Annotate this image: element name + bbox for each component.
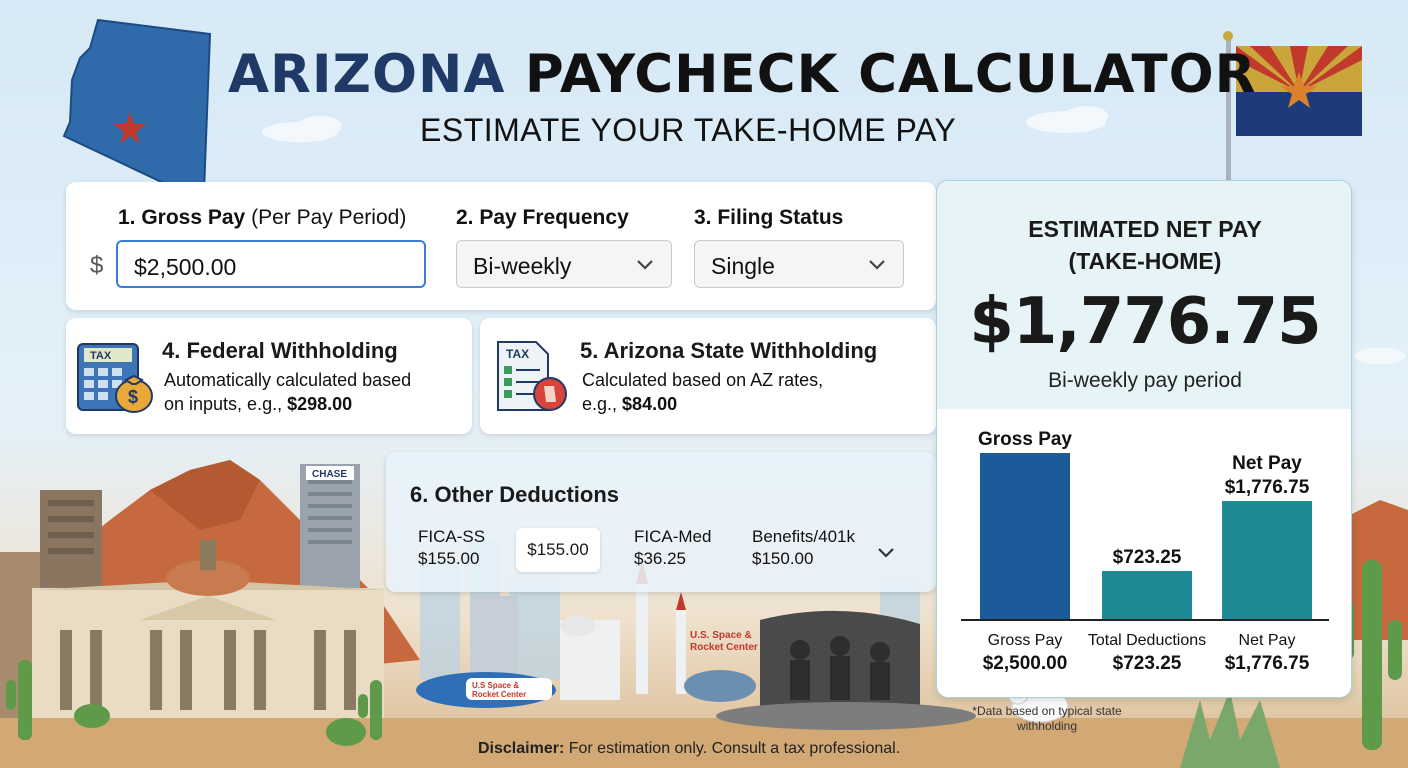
filing-status-value: Single	[711, 253, 775, 279]
state-description: Calculated based on AZ rates, e.g., $84.00	[582, 370, 824, 414]
other-deductions-title: 6. Other Deductions	[410, 482, 620, 507]
footnote: *Data based on typical state withholding	[972, 704, 1122, 733]
federal-withholding-card	[66, 318, 472, 434]
value-label: $2,500.00	[982, 653, 1068, 674]
federal-description: Automatically calculated based on inputs, e.g., $298.00	[164, 370, 412, 414]
page-title	[228, 44, 1257, 105]
pay-frequency-value: Bi-weekly	[473, 253, 572, 279]
federal-title: 4. Federal Withholding	[162, 338, 398, 363]
bar-net-pay	[1222, 501, 1312, 619]
category-label: Gross Pay	[987, 632, 1063, 649]
page-subtitle: ESTIMATE YOUR TAKE-HOME PAY	[420, 112, 957, 148]
state-amount: $84.00	[622, 394, 678, 414]
svg-text:U.S. Space &: U.S. Space &	[690, 630, 752, 641]
filing-status-select[interactable]	[694, 240, 904, 288]
state-withholding-card	[480, 318, 936, 434]
category-label: Net Pay	[1238, 632, 1296, 649]
deduction-fica-ss: FICA-SS $155.00	[418, 527, 486, 568]
filing-status-label: 3. Filing Status	[694, 206, 844, 229]
svg-text:U.S Space &: U.S Space &	[472, 681, 520, 690]
title-main: PAYCHECK CALCULATOR	[524, 44, 1257, 105]
value-label: $723.25	[1112, 653, 1182, 674]
net-pay-period: Bi-weekly pay period	[1048, 369, 1242, 392]
svg-text:Rocket Center: Rocket Center	[472, 690, 527, 699]
gross-pay-input[interactable]: $2,500.00	[116, 240, 426, 288]
arizona-map	[64, 20, 210, 192]
inputs-panel	[66, 182, 936, 310]
pay-frequency-select[interactable]	[456, 240, 672, 288]
chevron-down-icon	[867, 254, 887, 274]
bar-top-label: $723.25	[1112, 546, 1182, 568]
pay-breakdown-chart	[937, 409, 1352, 698]
deduction-amount-input[interactable]: $155.00	[516, 528, 600, 572]
other-deductions-panel	[386, 452, 936, 592]
bar-total-deductions	[1102, 571, 1192, 619]
bar-top-label: $1,776.75	[1224, 477, 1310, 499]
chevron-down-icon	[635, 254, 655, 274]
pay-frequency-label: 2. Pay Frequency	[456, 206, 629, 229]
svg-text:TAX: TAX	[506, 347, 530, 361]
currency-symbol: $	[90, 252, 104, 279]
bar-gross-pay	[980, 453, 1070, 619]
svg-text:TAX: TAX	[90, 350, 112, 362]
net-pay-heading: ESTIMATED NET PAY (TAKE-HOME)	[1028, 216, 1262, 274]
tax-form-icon	[494, 340, 570, 414]
gross-pay-label: 1. Gross Pay (Per Pay Period)	[118, 206, 407, 229]
value-label: $1,776.75	[1224, 653, 1310, 674]
deduction-fica-med: FICA-Med $36.25	[634, 527, 712, 568]
net-pay-amount: $1,776.75	[969, 285, 1321, 359]
disclaimer: Disclaimer: For estimation only. Consult a tax professional.	[478, 740, 901, 757]
deduction-benefits-401k: Benefits/401k $150.00	[752, 527, 856, 568]
chevron-down-icon[interactable]	[876, 542, 896, 562]
calculator-money-bag-icon	[76, 342, 156, 414]
svg-text:Rocket Center: Rocket Center	[690, 642, 758, 653]
bar-top-label: Net Pay	[1232, 453, 1302, 475]
building-sign: CHASE	[312, 469, 348, 480]
title-state: ARIZONA	[228, 44, 506, 105]
federal-amount: $298.00	[287, 394, 353, 414]
category-label: Total Deductions	[1087, 632, 1207, 649]
state-title: 5. Arizona State Withholding	[580, 338, 878, 363]
bar-top-label: Gross Pay	[978, 429, 1072, 450]
svg-text:$: $	[128, 387, 139, 407]
net-pay-panel	[936, 180, 1352, 698]
